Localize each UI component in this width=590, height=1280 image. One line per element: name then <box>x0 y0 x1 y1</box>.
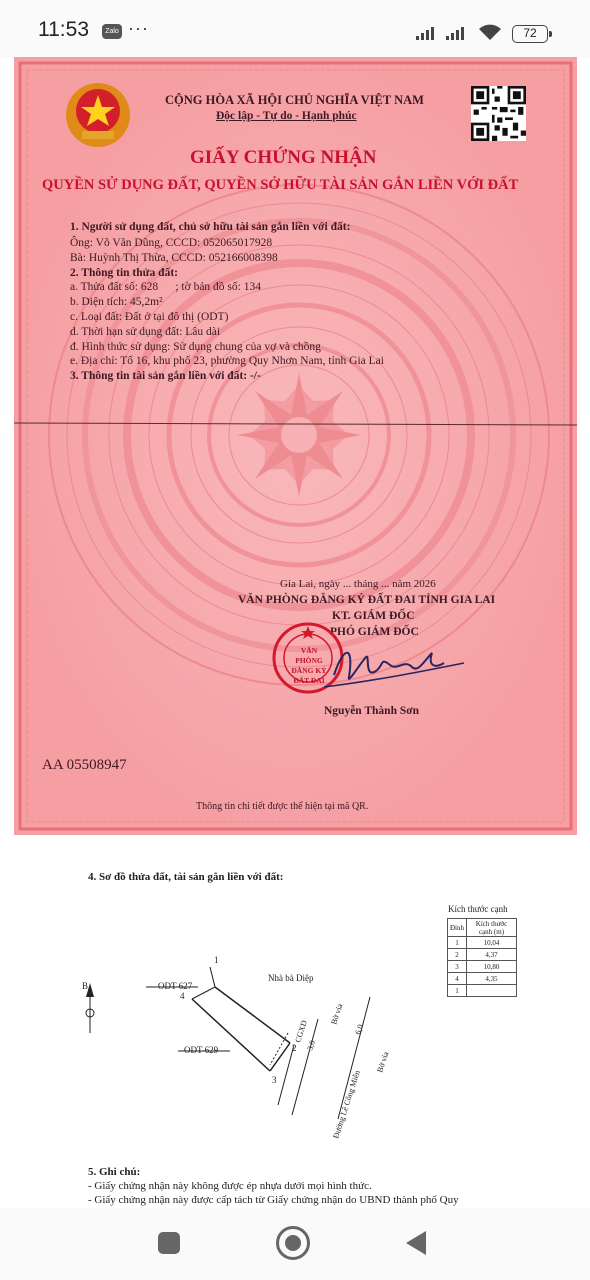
edge-length-table <box>447 918 517 997</box>
north-label: B <box>82 981 89 991</box>
sidewalk-label: Bờ vỉa <box>329 1002 345 1026</box>
neighbor-parcel-bottom: ODT-629 <box>184 1045 219 1055</box>
battery-icon <box>512 25 548 43</box>
more-notifications-indicator: ··· <box>128 18 149 38</box>
edge-table-title: Kích thước cạnh <box>448 904 508 914</box>
zalo-notification-icon: Zalo <box>102 24 122 39</box>
table-cell: 4,37 <box>467 949 517 961</box>
home-button[interactable] <box>276 1226 310 1260</box>
land-use-certificate <box>14 57 577 835</box>
national-motto: Độc lập - Tự do - Hạnh phúc <box>216 110 357 122</box>
land-address: e. Địa chỉ: Tổ 16, khu phố 23, phường Quy Nhơn Nam, tỉnh Gia Lai <box>70 355 384 367</box>
parcel-number: a. Thửa đất số: 628 ; tờ bản đồ số: 134 <box>70 281 261 293</box>
neighbor-owner: Nhà bà Diệp <box>268 973 314 983</box>
table-row <box>448 937 517 949</box>
table-header: Kích thước cạnh (m) <box>467 919 517 937</box>
table-row <box>448 985 517 997</box>
table-cell <box>467 985 517 997</box>
table-cell: 1 <box>448 937 467 949</box>
section-2-heading: 2. Thông tin thửa đất: <box>70 267 178 279</box>
parcel-sketch <box>80 953 430 1143</box>
note-2: - Giấy chứng nhận này được cấp tách từ Giấy chứng nhận do UBND thành phố Quy <box>88 1194 459 1206</box>
recents-button[interactable] <box>158 1232 180 1254</box>
table-cell: 10,04 <box>467 937 517 949</box>
section-1-heading: 1. Người sử dụng đất, chủ sở hữu tài sản gắn liền với đất: <box>70 221 351 233</box>
certificate-title: GIẤY CHỨNG NHẬN <box>190 147 377 168</box>
table-header: Đỉnh <box>448 919 467 937</box>
wifi-icon <box>478 24 502 42</box>
stamp-label: VĂN PHÒNG ĐĂNG KÝ ĐẤT ĐAI <box>291 646 327 685</box>
handwritten-signature <box>314 635 474 697</box>
land-type: c. Loại đất: Đất ở tại đô thị (ODT) <box>70 311 229 323</box>
table-cell: 2 <box>448 949 467 961</box>
certificate-subtitle: QUYỀN SỬ DỤNG ĐẤT, QUYỀN SỞ HỮU TÀI SẢN GẮN LIỀN VỚI ĐẤT <box>42 177 519 193</box>
kt-director: KT. GIÁM ĐỐC <box>332 610 415 622</box>
owner-1: Ông: Võ Văn Dũng, CCCD: 052065017928 <box>70 237 273 249</box>
table-row <box>448 949 517 961</box>
table-cell: 4,35 <box>467 973 517 985</box>
land-duration: d. Thời hạn sử dụng đất: Lâu dài <box>70 326 221 338</box>
owner-2: Bà: Huỳnh Thị Thừa, CCCD: 052166008398 <box>70 252 278 264</box>
certificate-page-2 <box>0 843 590 1208</box>
note-1: - Giấy chứng nhận này không được ép nhựa dưới mọi hình thức. <box>88 1180 372 1192</box>
fold-line <box>14 421 577 427</box>
table-cell: 10,80 <box>467 961 517 973</box>
issue-date: Gia Lai, ngày ... tháng ... năm 2026 <box>280 578 436 590</box>
vertex-label: 2 <box>292 1043 297 1053</box>
battery-level: 72 <box>523 26 537 40</box>
table-row <box>448 961 517 973</box>
status-time: 11:53 <box>38 18 89 41</box>
sidewalk-label: Bờ vỉa <box>375 1050 391 1074</box>
table-cell: 3 <box>448 961 467 973</box>
width-label: 3,0 <box>305 1039 317 1052</box>
usage-form: đ. Hình thức sử dụng: Sử dụng chung của vợ và chồng <box>70 341 321 353</box>
table-row <box>448 973 517 985</box>
section-3-heading: 3. Thông tin tài sản gắn liền với đất: -/- <box>70 370 261 382</box>
table-cell: 1 <box>448 985 467 997</box>
land-area: b. Diện tích: 45,2m² <box>70 296 163 308</box>
street-name: Đường Lê Công Miễn <box>331 1069 362 1140</box>
vertex-label: 3 <box>272 1075 277 1085</box>
qr-note: Thông tin chi tiết được thể hiện tại mã QR. <box>196 801 369 812</box>
signer-name: Nguyễn Thành Sơn <box>324 705 420 717</box>
vertex-label: 4 <box>180 991 185 1001</box>
section-5-heading: 5. Ghi chú: <box>88 1166 141 1178</box>
country-name: CỘNG HÒA XÃ HỘI CHỦ NGHĨA VIỆT NAM <box>165 93 424 107</box>
serial-number: AA 05508947 <box>42 757 127 773</box>
vertex-label: 1 <box>214 955 219 965</box>
table-header-row <box>448 919 517 937</box>
neighbor-parcel-top: ODT-627 <box>158 981 193 991</box>
boundary-label: CGXD <box>293 1019 309 1044</box>
issuing-office: VĂN PHÒNG ĐĂNG KÝ ĐẤT ĐAI TỈNH GIA LAI <box>238 594 496 606</box>
back-button[interactable] <box>406 1231 426 1255</box>
status-bar <box>0 0 590 58</box>
national-emblem-icon <box>64 81 132 149</box>
section-4-heading: 4. Sơ đồ thửa đất, tài sản gắn liền với đất: <box>88 871 284 883</box>
table-cell: 4 <box>448 973 467 985</box>
qr-code[interactable] <box>471 86 526 141</box>
navigation-bar <box>0 1208 590 1280</box>
width-label: 6,0 <box>353 1023 365 1036</box>
deputy-director: PHÓ GIÁM ĐỐC <box>330 626 419 638</box>
certificate-background-pattern <box>14 57 577 835</box>
